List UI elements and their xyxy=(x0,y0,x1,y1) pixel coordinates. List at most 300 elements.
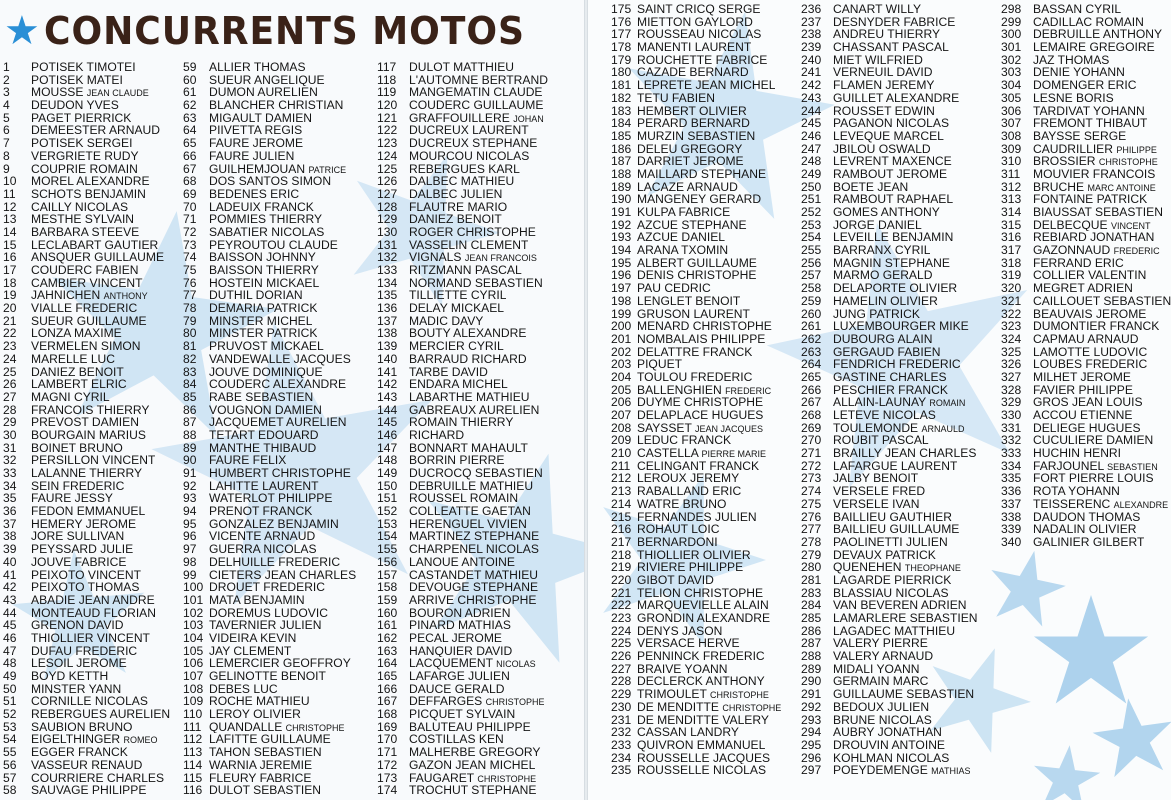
competitor-entry xyxy=(611,498,781,511)
competitor-name xyxy=(637,269,756,282)
competitor-name-text: DUCROCQ SEBASTIEN xyxy=(409,467,543,480)
competitor-number: 304 xyxy=(1001,78,1022,93)
competitor-entry xyxy=(801,219,978,232)
competitor-number: 292 xyxy=(801,699,822,714)
competitor-name xyxy=(833,396,965,409)
competitor-name-text: MALHERBE GREGORY xyxy=(409,746,541,759)
competitor-name xyxy=(833,523,959,536)
competitor-name-text: SAINT CRICQ SERGE xyxy=(637,3,761,16)
competitor-name-text: BALUTEAU PHILIPPE xyxy=(409,720,531,734)
competitor-name-text: KOHLMAN NICOLAS xyxy=(833,751,950,765)
competitor-name xyxy=(637,28,761,41)
competitor-name-text: LETEVE NICOLAS xyxy=(833,409,936,422)
competitor-first-name: JEAN JACQUES xyxy=(695,423,764,434)
competitor-name-text: MANGEMATIN CLAUDE xyxy=(409,86,543,100)
competitor-number: 74 xyxy=(183,250,197,265)
competitor-number: 151 xyxy=(377,491,398,506)
competitor-number: 58 xyxy=(3,783,17,798)
competitor-name-text: RABALLAND ERIC xyxy=(637,485,742,498)
competitor-name xyxy=(833,422,965,435)
competitor-name-text: AUBRY JONATHAN xyxy=(833,726,942,739)
competitor-name-text: LAFARGE JULIEN xyxy=(409,670,510,683)
competitor-entry xyxy=(611,574,781,587)
competitor-name-text: FLEURY FABRICE xyxy=(209,771,312,785)
competitor-name-text: CHARPENEL NICOLAS xyxy=(409,543,539,556)
competitor-number: 98 xyxy=(183,554,197,569)
competitor-name xyxy=(833,447,976,460)
competitor-number: 43 xyxy=(3,592,17,607)
competitor-entry xyxy=(1001,384,1171,397)
competitor-number: 249 xyxy=(801,166,822,181)
competitor-name-text: GERGAUD FABIEN xyxy=(833,345,941,359)
competitor-number: 149 xyxy=(377,466,398,480)
competitor-entry xyxy=(1001,28,1171,41)
competitor-name xyxy=(409,416,513,429)
competitor-name xyxy=(409,645,512,658)
competitor-name xyxy=(637,650,765,663)
competitor-number: 38 xyxy=(3,529,17,544)
competitor-name xyxy=(637,219,747,232)
competitor-name-text: MIETTON GAYLORD xyxy=(637,15,753,29)
competitor-name xyxy=(209,619,321,632)
competitor-name xyxy=(409,289,506,302)
competitor-entry xyxy=(3,645,170,658)
competitor-entry xyxy=(611,599,781,612)
competitor-entry xyxy=(1001,320,1171,333)
competitor-name-text: LEVEQUE MARCEL xyxy=(833,129,944,143)
competitor-name xyxy=(1033,371,1131,384)
competitor-entry xyxy=(1001,472,1171,485)
competitor-number: 172 xyxy=(377,757,398,772)
competitor-name-text: DALBEC JULIEN xyxy=(409,187,503,201)
competitor-name-text: BAISSON JOHNNY xyxy=(209,251,316,264)
competitor-name xyxy=(637,231,725,244)
competitor-entry xyxy=(183,429,356,442)
competitor-name-text: DEVOUGE STEPHANE xyxy=(409,581,539,594)
competitor-entry xyxy=(1001,409,1171,422)
competitor-entry xyxy=(3,492,170,505)
competitor-number: 40 xyxy=(3,554,17,569)
competitor-number: 270 xyxy=(801,433,822,448)
competitor-number: 222 xyxy=(611,598,632,613)
competitor-name xyxy=(833,650,933,663)
competitor-name xyxy=(833,181,908,194)
competitor-name-text: TARBE DAVID xyxy=(409,365,488,379)
competitor-name xyxy=(31,645,137,658)
competitor-entry xyxy=(183,556,356,569)
competitor-number: 2 xyxy=(3,72,10,87)
competitor-name-text: LAMARLERE SEBASTIEN xyxy=(833,612,978,625)
competitor-name-text: PECAL JEROME xyxy=(409,631,502,645)
competitor-name xyxy=(1033,536,1144,549)
competitor-name xyxy=(637,663,728,676)
competitor-number: 77 xyxy=(183,288,197,303)
competitor-number: 130 xyxy=(377,224,398,239)
competitor-name xyxy=(833,320,969,333)
competitor-name xyxy=(409,505,531,518)
competitor-number: 207 xyxy=(611,408,632,422)
competitor-number: 184 xyxy=(611,116,632,131)
competitor-entry xyxy=(1001,79,1171,92)
competitor-entry xyxy=(611,219,781,232)
competitor-name xyxy=(833,434,929,447)
competitor-name xyxy=(209,404,322,417)
competitor-entry xyxy=(1001,257,1171,270)
competitor-number: 146 xyxy=(377,427,398,442)
competitor-name-text: SUEUR ANGELIQUE xyxy=(209,73,325,87)
competitor-number: 337 xyxy=(1001,496,1022,511)
competitor-number: 33 xyxy=(3,466,17,480)
competitor-name-text: ROTA YOHANN xyxy=(1033,485,1120,498)
competitor-name xyxy=(1033,105,1145,118)
competitor-number: 275 xyxy=(801,496,822,511)
competitor-name-text: MEGRET ADRIEN xyxy=(1033,282,1133,295)
competitor-number: 280 xyxy=(801,560,822,575)
competitor-name xyxy=(637,485,741,498)
competitor-number: 174 xyxy=(377,783,398,798)
competitor-number: 155 xyxy=(377,542,398,557)
competitor-number: 17 xyxy=(3,263,17,277)
competitor-number: 166 xyxy=(377,681,398,696)
competitor-column-5 xyxy=(801,3,978,777)
competitor-entry xyxy=(377,366,548,379)
competitor-number: 315 xyxy=(1001,217,1022,232)
competitor-entry xyxy=(183,708,356,721)
competitor-name xyxy=(637,739,765,752)
competitor-name-text: BRAIVE YOANN xyxy=(637,662,728,676)
competitor-name-text: TOULEMONDE xyxy=(833,421,919,435)
competitor-number: 87 xyxy=(183,415,197,430)
competitor-name xyxy=(31,784,146,797)
competitor-name-text: BEDENES ERIC xyxy=(209,187,300,201)
competitor-name xyxy=(1033,28,1162,41)
competitor-name-text: JAZ THOMAS xyxy=(1033,53,1110,67)
competitor-name-text: BOINET BRUNO xyxy=(31,441,123,455)
competitor-number: 16 xyxy=(3,250,17,265)
competitor-name-text: ROUCHETTE FABRICE xyxy=(637,53,768,67)
competitor-first-name: ROMEO xyxy=(123,735,158,746)
competitor-number: 269 xyxy=(801,420,822,435)
competitor-name xyxy=(637,193,761,206)
competitor-name xyxy=(209,251,316,264)
competitor-number: 218 xyxy=(611,547,632,562)
competitor-number: 18 xyxy=(3,275,17,290)
competitor-name-text: GABREAUX AURELIEN xyxy=(409,403,540,417)
competitor-name-text: PEYROUTOU CLAUDE xyxy=(209,238,338,252)
competitor-number: 153 xyxy=(377,516,398,531)
competitor-entry xyxy=(1001,41,1171,54)
competitor-name xyxy=(637,244,728,257)
competitor-name xyxy=(637,155,744,168)
competitor-name xyxy=(833,498,919,511)
competitor-name-text: LAMOTTE LUDOVIC xyxy=(1033,345,1148,359)
competitor-name xyxy=(31,454,155,467)
competitor-name-text: PIQUET xyxy=(637,358,683,371)
competitor-name-text: LAGADEC MATTHIEU xyxy=(833,624,956,638)
competitor-name xyxy=(409,366,488,379)
competitor-name xyxy=(637,726,739,739)
competitor-number: 305 xyxy=(1001,90,1022,105)
competitor-name xyxy=(833,675,928,688)
competitor-entry xyxy=(801,269,978,282)
competitor-name xyxy=(209,264,319,277)
competitor-entry xyxy=(377,467,548,480)
competitor-entry xyxy=(801,409,978,422)
competitor-entry xyxy=(377,289,548,302)
competitor-number: 309 xyxy=(1001,141,1022,156)
competitor-number: 189 xyxy=(611,179,632,194)
competitor-name-text: PRENOT FRANCK xyxy=(209,505,313,518)
competitor-number: 193 xyxy=(611,230,632,245)
competitor-name-text: DELATTRE FRANCK xyxy=(637,345,753,359)
competitor-number: 190 xyxy=(611,192,632,207)
competitor-name-text: BASSAN CYRIL xyxy=(1033,3,1122,16)
competitor-number: 55 xyxy=(3,745,17,760)
competitor-entry xyxy=(801,714,978,727)
competitor-name xyxy=(409,251,537,264)
competitor-number: 138 xyxy=(377,326,398,341)
competitor-name xyxy=(209,327,317,340)
competitor-name xyxy=(209,607,328,620)
competitor-name-text: GRAFFOUILLERE xyxy=(409,111,510,125)
competitor-name xyxy=(409,708,515,721)
competitor-name-text: VERSELE IVAN xyxy=(833,497,920,511)
competitor-number: 250 xyxy=(801,179,822,194)
competitor-name-text: TRIMOULET xyxy=(637,688,707,701)
competitor-entry xyxy=(801,346,978,359)
competitor-name xyxy=(31,772,164,785)
competitor-first-name: THEOPHANE xyxy=(904,563,961,574)
competitor-number: 27 xyxy=(3,389,17,404)
competitor-number: 51 xyxy=(3,694,17,709)
competitor-entry xyxy=(183,124,356,137)
competitor-name-text: BLASSIAU NICOLAS xyxy=(833,586,949,600)
competitor-name xyxy=(1033,130,1126,143)
competitor-name xyxy=(637,587,763,600)
competitor-name xyxy=(209,454,286,467)
competitor-number: 177 xyxy=(611,27,632,42)
competitor-name xyxy=(637,130,755,143)
competitor-number: 291 xyxy=(801,687,822,702)
competitor-entry xyxy=(3,366,170,379)
competitor-entry xyxy=(3,721,170,734)
competitor-name-text: ALLAIN-LAUNAY xyxy=(833,396,926,409)
competitor-name-text: SUEUR GUILLAUME xyxy=(31,314,147,328)
competitor-name-text: BRUCHE xyxy=(1033,180,1085,194)
competitor-name xyxy=(833,155,952,168)
competitor-entry xyxy=(377,61,548,74)
competitor-number: 201 xyxy=(611,331,632,346)
competitor-name xyxy=(637,688,769,701)
competitor-number: 214 xyxy=(611,496,632,511)
competitor-name-text: FLAMEN JEREMY xyxy=(833,79,935,92)
competitor-name xyxy=(833,219,922,232)
competitor-number: 53 xyxy=(3,719,17,734)
competitor-name-text: SAYSSET xyxy=(637,421,692,435)
competitor-name xyxy=(409,683,504,696)
competitor-number: 28 xyxy=(3,402,17,417)
competitor-number: 154 xyxy=(377,529,398,544)
competitor-name xyxy=(833,536,948,549)
competitor-name xyxy=(637,434,731,447)
competitor-name xyxy=(31,442,123,455)
competitor-number: 324 xyxy=(1001,331,1022,346)
competitor-number: 124 xyxy=(377,148,398,163)
competitor-name xyxy=(409,99,543,112)
competitor-name xyxy=(637,536,718,549)
competitor-name xyxy=(209,315,312,328)
competitor-entry xyxy=(183,86,356,99)
competitor-entry xyxy=(377,543,548,556)
competitor-name-text: PREVOST DAMIEN xyxy=(31,416,139,429)
competitor-entry xyxy=(1001,143,1171,156)
competitor-entry xyxy=(611,561,781,574)
competitor-number: 230 xyxy=(611,699,632,714)
competitor-number: 224 xyxy=(611,623,632,638)
competitor-number: 205 xyxy=(611,382,632,397)
competitor-entry xyxy=(801,295,978,308)
competitor-entry xyxy=(377,302,548,315)
competitor-entry xyxy=(801,650,978,663)
competitor-entry xyxy=(3,657,170,670)
competitor-name-text: MANTHE THIBAUD xyxy=(209,441,317,455)
competitor-entry xyxy=(1001,346,1171,359)
competitor-number: 234 xyxy=(611,750,632,765)
competitor-name-text: BAISSON THIERRY xyxy=(209,264,319,277)
competitor-entry xyxy=(611,3,781,16)
competitor-name-text: DELHUILLE FREDERIC xyxy=(209,555,341,569)
competitor-name-text: VIGNALS xyxy=(409,251,462,264)
competitor-name xyxy=(1033,79,1136,92)
competitor-entry xyxy=(801,105,978,118)
competitor-number: 161 xyxy=(377,618,398,633)
competitor-name xyxy=(409,721,531,734)
competitor-number: 102 xyxy=(183,605,204,620)
competitor-entry xyxy=(183,366,356,379)
competitor-entry xyxy=(377,112,548,125)
competitor-number: 46 xyxy=(3,630,17,645)
competitor-name-text: GALINIER GILBERT xyxy=(1033,535,1145,549)
competitor-name xyxy=(637,16,753,29)
competitor-name xyxy=(209,645,291,658)
competitor-name xyxy=(833,587,949,600)
competitor-number: 212 xyxy=(611,471,632,486)
competitor-name-text: MAGNIN STEPHANE xyxy=(833,256,950,270)
competitor-number: 206 xyxy=(611,395,632,410)
competitor-entry xyxy=(1001,523,1171,536)
competitor-name-text: PINARD MATHIAS xyxy=(409,619,511,632)
competitor-name-text: MADIC DAVY xyxy=(409,314,484,328)
competitor-name xyxy=(1033,511,1140,524)
competitor-name xyxy=(409,315,483,328)
competitor-number: 160 xyxy=(377,605,398,620)
competitor-number: 6 xyxy=(3,123,10,138)
competitor-name xyxy=(409,175,514,188)
competitor-entry xyxy=(3,264,170,277)
competitor-number: 266 xyxy=(801,382,822,397)
competitor-name-text: RICHARD xyxy=(409,428,465,442)
competitor-entry xyxy=(377,759,548,772)
competitor-name-text: FERNANDES JULIEN xyxy=(637,510,757,524)
competitor-name xyxy=(409,61,514,74)
competitor-number: 32 xyxy=(3,453,17,468)
competitor-entry xyxy=(377,708,548,721)
competitor-name-text: DUFAU FREDERIC xyxy=(31,644,138,658)
competitor-entry xyxy=(377,746,548,759)
competitor-entry xyxy=(3,201,170,214)
competitor-name xyxy=(409,302,504,315)
competitor-name xyxy=(209,569,356,582)
competitor-name-text: MILHET JEROME xyxy=(1033,370,1131,384)
competitor-number: 159 xyxy=(377,592,398,607)
competitor-name xyxy=(637,168,766,181)
competitor-number: 297 xyxy=(801,763,822,778)
competitor-name-text: BARBARA STEEVE xyxy=(31,225,140,239)
competitor-name xyxy=(31,429,146,442)
competitor-entry xyxy=(801,675,978,688)
competitor-name-text: DOS SANTOS SIMON xyxy=(209,175,332,188)
competitor-entry xyxy=(183,746,356,759)
competitor-number: 208 xyxy=(611,420,632,435)
competitor-number: 267 xyxy=(801,395,822,410)
competitor-name-text: PICQUET SYLVAIN xyxy=(409,708,516,721)
competitor-entry xyxy=(3,416,170,429)
competitor-name xyxy=(1033,346,1147,359)
competitor-entry xyxy=(3,683,170,696)
competitor-name xyxy=(637,422,763,435)
competitor-entry xyxy=(377,480,548,493)
competitor-name xyxy=(209,163,346,176)
competitor-name-text: LADEUIX FRANCK xyxy=(209,200,314,214)
competitor-name xyxy=(31,327,122,340)
competitor-entry xyxy=(3,530,170,543)
competitor-entry xyxy=(377,695,548,708)
competitor-entry xyxy=(377,175,548,188)
competitor-name-text: LEPRETE JEAN MICHEL xyxy=(637,79,776,92)
competitor-name-text: DUBOURG ALAIN xyxy=(833,332,933,346)
competitor-name xyxy=(637,764,766,777)
competitor-number: 12 xyxy=(3,199,17,214)
competitor-name xyxy=(1033,498,1168,511)
competitor-entry xyxy=(801,371,978,384)
competitor-name-text: NADALIN OLIVIER xyxy=(1033,523,1137,536)
competitor-name xyxy=(833,41,949,54)
competitor-name xyxy=(209,302,317,315)
competitor-name-text: TETU FABIEN xyxy=(637,91,715,105)
competitor-name xyxy=(209,289,303,302)
competitor-name xyxy=(833,460,957,473)
competitor-entry xyxy=(801,739,978,752)
competitor-entry xyxy=(3,239,170,252)
competitor-entry xyxy=(3,353,170,366)
competitor-name xyxy=(1033,396,1143,409)
competitor-name-text: COURRIERE CHARLES xyxy=(31,771,165,785)
competitor-name xyxy=(409,239,528,252)
competitor-first-name: CHRISTOPHE xyxy=(1098,157,1158,168)
competitor-number: 263 xyxy=(801,344,822,359)
competitor-name-text: SAUBION BRUNO xyxy=(31,720,133,734)
competitor-number: 14 xyxy=(3,224,17,239)
competitor-name xyxy=(1033,308,1146,321)
competitor-number: 276 xyxy=(801,509,822,524)
competitor-name xyxy=(1033,333,1139,346)
competitor-name-text: TAHON SEBASTIEN xyxy=(209,746,322,759)
competitor-name xyxy=(637,282,711,295)
competitor-name-text: VERMELEN SIMON xyxy=(31,340,141,353)
competitor-entry xyxy=(801,79,978,92)
competitor-number: 289 xyxy=(801,661,822,676)
competitor-name xyxy=(637,346,752,359)
